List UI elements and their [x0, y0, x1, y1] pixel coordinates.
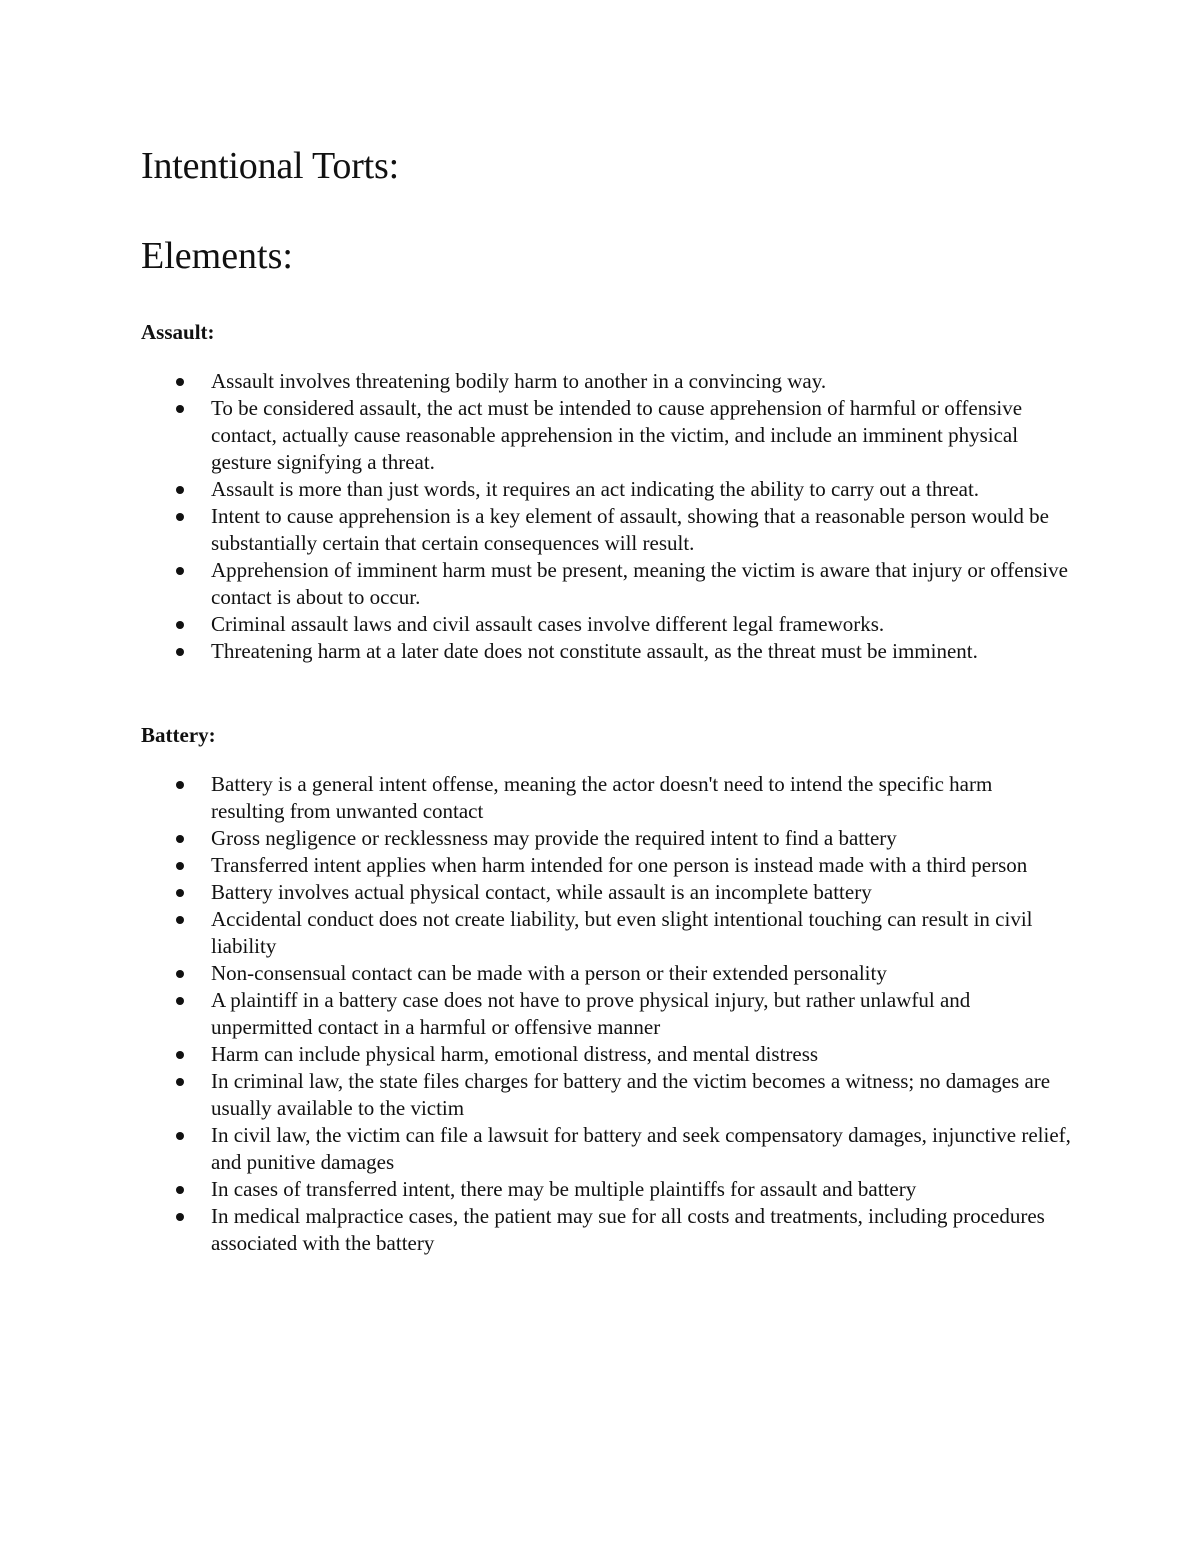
- list-item-text: In civil law, the victim can file a lawsuit for battery and seek compensatory damages, injunctive relief, and punitive damages: [211, 1123, 1071, 1174]
- list-item-text: Battery is a general intent offense, meaning the actor doesn't need to intend the specific harm resulting from unwanted contact: [211, 772, 993, 823]
- list-item: [211, 852, 1071, 879]
- bullet-icon: [176, 862, 184, 870]
- bullet-icon: [176, 997, 184, 1005]
- list-item-text: Assault is more than just words, it requires an act indicating the ability to carry out a threat.: [211, 477, 980, 501]
- list-item: [211, 611, 1071, 638]
- list-item-text: In cases of transferred intent, there may be multiple plaintiffs for assault and battery: [211, 1177, 917, 1201]
- document-content: [141, 140, 1071, 1257]
- bullet-icon: [176, 1078, 184, 1086]
- bullet-icon: [176, 567, 184, 575]
- list-item: [211, 825, 1071, 852]
- list-item-text: To be considered assault, the act must be intended to cause apprehension of harmful or offensive contact, actually cause reasonable apprehension in the victim, and include an imminent physical gesture signifying a threat.: [211, 396, 1023, 474]
- list-item: [211, 879, 1071, 906]
- list-item-text: Assault involves threatening bodily harm to another in a convincing way.: [211, 369, 827, 393]
- battery-bullet-list: [141, 771, 1071, 1257]
- bullet-icon: [176, 648, 184, 656]
- list-item: [211, 368, 1071, 395]
- list-item: [211, 1068, 1071, 1122]
- document-title: Intentional Torts:: [141, 145, 399, 187]
- list-item: [211, 960, 1071, 987]
- list-item: [211, 987, 1071, 1041]
- list-item: [211, 906, 1071, 960]
- list-item-text: Battery involves actual physical contact, while assault is an incomplete battery: [211, 880, 872, 904]
- bullet-icon: [176, 378, 184, 386]
- list-item-text: In medical malpractice cases, the patient may sue for all costs and treatments, including procedures associated with the battery: [211, 1204, 1045, 1255]
- list-item-text: Intent to cause apprehension is a key element of assault, showing that a reasonable person would be substantially certain that certain consequences will result.: [211, 504, 1050, 555]
- list-item: [211, 771, 1071, 825]
- list-item-text: Apprehension of imminent harm must be present, meaning the victim is aware that injury or offensive contact is about to occur.: [211, 558, 1068, 609]
- bullet-icon: [176, 1132, 184, 1140]
- bullet-icon: [176, 513, 184, 521]
- list-item-text: Accidental conduct does not create liability, but even slight intentional touching can result in civil liability: [211, 907, 1033, 958]
- list-item: [211, 1176, 1071, 1203]
- document-subtitle: Elements:: [141, 235, 293, 277]
- bullet-icon: [176, 781, 184, 789]
- list-item: [211, 638, 1071, 665]
- list-item: [211, 476, 1071, 503]
- list-item: [211, 557, 1071, 611]
- bullet-icon: [176, 621, 184, 629]
- section-heading-assault: Assault:: [141, 320, 215, 344]
- list-item-text: Criminal assault laws and civil assault cases involve different legal frameworks.: [211, 612, 885, 636]
- assault-bullet-list: [141, 368, 1071, 665]
- bullet-icon: [176, 835, 184, 843]
- bullet-icon: [176, 889, 184, 897]
- list-item-text: A plaintiff in a battery case does not have to prove physical injury, but rather unlawful and unpermitted contact in a harmful or offensive manner: [211, 988, 971, 1039]
- list-item: [211, 1041, 1071, 1068]
- list-item-text: Gross negligence or recklessness may provide the required intent to find a battery: [211, 826, 897, 850]
- section-heading-battery: Battery:: [141, 723, 216, 747]
- bullet-icon: [176, 1186, 184, 1194]
- bullet-icon: [176, 916, 184, 924]
- list-item-text: Threatening harm at a later date does not constitute assault, as the threat must be imminent.: [211, 639, 978, 663]
- list-item: [211, 1203, 1071, 1257]
- list-item: [211, 395, 1071, 476]
- list-item-text: Transferred intent applies when harm intended for one person is instead made with a third person: [211, 853, 1028, 877]
- bullet-icon: [176, 1213, 184, 1221]
- list-item: [211, 503, 1071, 557]
- bullet-icon: [176, 405, 184, 413]
- bullet-icon: [176, 1051, 184, 1059]
- list-item-text: Non-consensual contact can be made with a person or their extended personality: [211, 961, 887, 985]
- bullet-icon: [176, 486, 184, 494]
- bullet-icon: [176, 970, 184, 978]
- list-item-text: In criminal law, the state files charges for battery and the victim becomes a witness; no damages are usually available to the victim: [211, 1069, 1051, 1120]
- list-item-text: Harm can include physical harm, emotional distress, and mental distress: [211, 1042, 819, 1066]
- list-item: [211, 1122, 1071, 1176]
